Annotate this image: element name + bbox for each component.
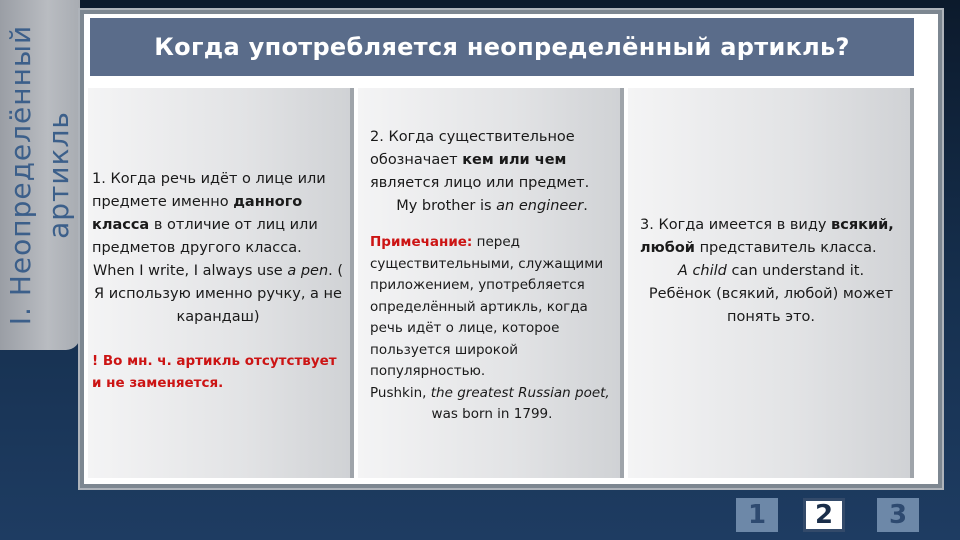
column-1 (88, 88, 354, 478)
column-2 (358, 88, 624, 478)
col2-rule: 2. Когда существительное обозначает кем или чем является лицо или предмет. (370, 129, 590, 191)
title-bar (90, 18, 914, 76)
col1-example: When I write, I always use a pen. ( Я использую именно ручку, а не карандаш) (92, 263, 344, 325)
col2-note: Примечание: перед существительными, служащими приложением, употребляется определённый артикль, когда речь идёт о лице, которое пользуется широкой популярностью. (370, 234, 604, 379)
page-1-button[interactable]: 1 (736, 498, 778, 532)
col2-example: My brother is an engineer. (396, 198, 588, 214)
page-3-button[interactable]: 3 (877, 498, 919, 532)
col3-example: A child can understand it. (677, 263, 865, 279)
page-2-button[interactable]: 2 (803, 498, 845, 532)
col3-rule: 3. Когда имеется в виду всякий, любой представитель класса. (640, 217, 894, 256)
column-3 (628, 88, 914, 478)
slide-title: Когда употребляется неопределённый артикль? (154, 33, 850, 61)
side-title: I. Неопределённый артикль (4, 24, 75, 326)
col3-translation: Ребёнок (всякий, любой) может понять это. (648, 286, 894, 325)
col2-example-2: Pushkin, the greatest Russian poet, (370, 384, 610, 401)
col1-rule: 1. Когда речь идёт о лице или предмете именно данного класса в отличие от лиц или предметов другого класса. (92, 171, 326, 256)
col1-note: ! Во мн. ч. артикль отсутствует и не заменяется. (92, 353, 337, 391)
col2-example-2b: was born in 1799. (431, 406, 553, 422)
side-tab (0, 0, 80, 350)
